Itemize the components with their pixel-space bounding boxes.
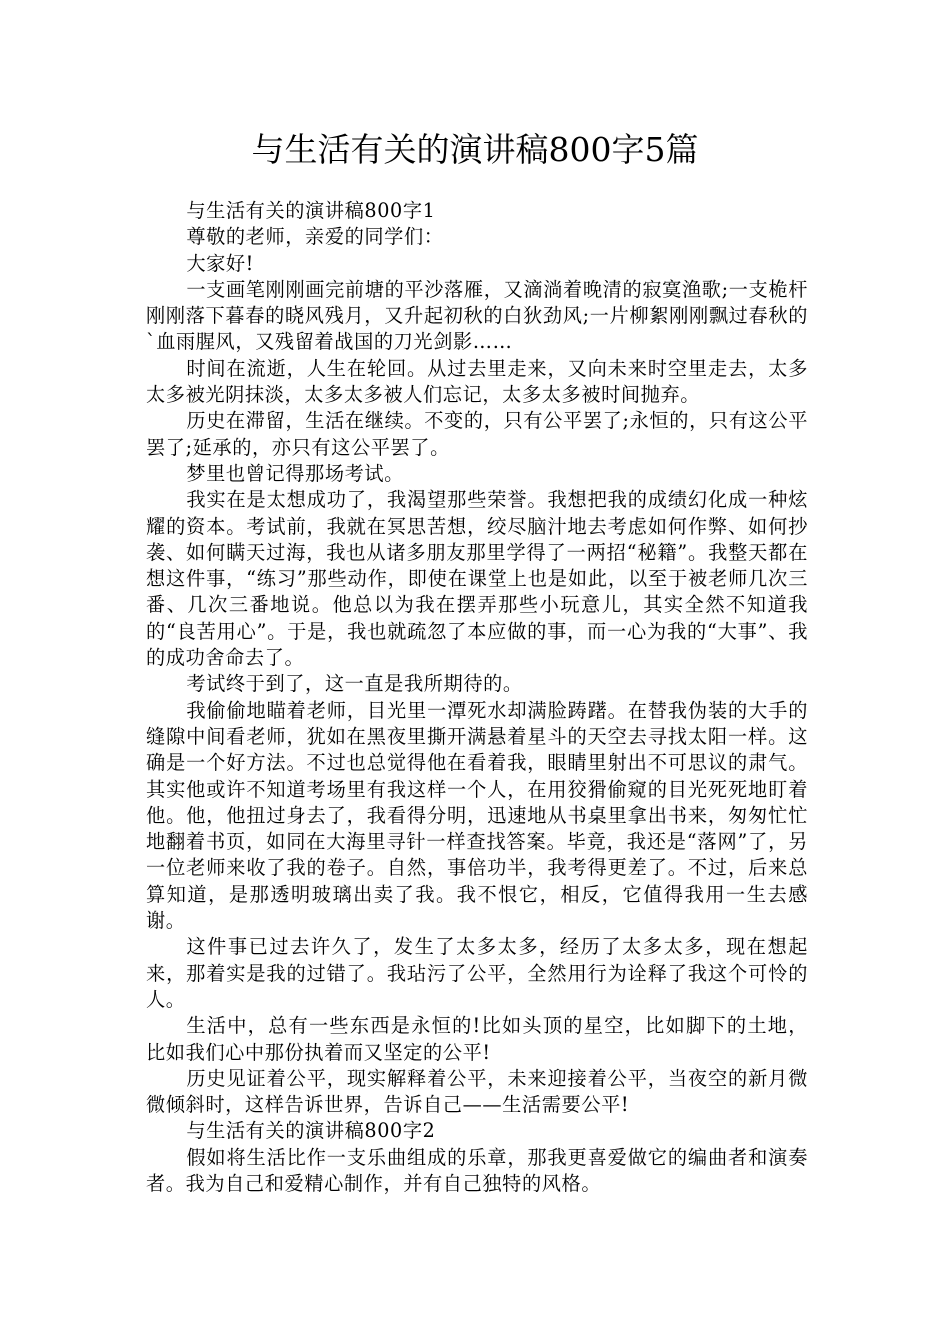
section-heading: 与生活有关的演讲稿800字1 [186,199,436,222]
paragraph: 我实在是太想成功了，我渴望那些荣誉。我想把我的成绩幻化成一种炫耀的资本。考试前，我就在冥思苦想，绞尽脑汁地去考虑如何作弊、如何抄袭、如何瞒天过海，我也从诸多朋友那里学得了一两招“秘籍”。我整天都在想这件事，“练习”那些动作，即使在课堂上也是如此，以至于被老师几次三番、几次三番地说。他总以为我在摆弄那些小玩意儿，其实全然不知道我的“良苦用心”。于是，我也就疏忽了本应做的事，而一心为我的“大事”、我的成功舍命去了。 [146,488,808,670]
greeting: 大家好! [186,251,254,275]
paragraph: 考试终于到了，这一直是我所期待的。 [186,672,523,696]
paragraph: 一支画笔刚刚画完前塘的平沙落雁，又滴淌着晚清的寂寞渔歌;一支桅杆刚刚落下暮春的晓风残月，又升起初秋的白狄劲风;一片柳絮刚刚飘过春秋的`血雨腥风，又残留着战国的刀光剑影…… [146,277,808,354]
section-heading: 与生活有关的演讲稿800字2 [186,1119,436,1143]
paragraph: 梦里也曾记得那场考试。 [186,461,404,485]
paragraph: 我偷偷地瞄着老师，目光里一潭死水却满脸踌躇。在替我伪装的大手的缝隙中间看老师，犹如在黑夜里撕开满悬着星斗的天空去寻找太阳一样。这确是一个好方法。不过也总觉得他在看着我，眼睛里射出不可思议的肃气。其实他或许不知道考场里有我这样一个人，在用狡猾偷窥的目光死死地盯着他。他，他扭过身去了，我看得分明，迅速地从书桌里拿出书来，匆匆忙忙地翻着书页，如同在大海里寻针一样查找答案。毕竟，我还是“落网”了，另一位老师来收了我的卷子。自然，事倍功半，我考得更差了。不过，后来总算知道，是那透明玻璃出卖了我。我不恨它，相反，它值得我用一生去感谢。 [146,698,808,933]
paragraph: 历史见证着公平，现实解释着公平，未来迎接着公平，当夜空的新月微微倾斜时，这样告诉世界，告诉自己——生活需要公平! [146,1066,808,1117]
salutation: 尊敬的老师，亲爱的同学们： [186,225,444,249]
paragraph: 时间在流逝，人生在轮回。从过去里走来，又向未来时空里走去，太多太多被光阴抹淡，太多太多被人们忘记，太多太多被时间抛弃。 [146,356,808,407]
document-title: 与生活有关的演讲稿800字5篇 [251,130,699,169]
paragraph: 这件事已过去许久了，发生了太多太多，经历了太多太多，现在想起来，那着实是我的过错了。我玷污了公平，全然用行为诠释了我这个可怜的人。 [146,935,808,1011]
paragraph: 历史在滞留，生活在继续。不变的，只有公平罢了;永恒的，只有这公平罢了;延承的，亦只有这公平罢了。 [146,409,808,459]
paragraph: 假如将生活比作一支乐曲组成的乐章，那我更喜爱做它的编曲者和演奏者。我为自己和爱精心制作，并有自己独特的风格。 [146,1145,808,1195]
paragraph: 生活中，总有一些东西是永恒的!比如头顶的星空，比如脚下的土地，比如我们心中那份执着而又坚定的公平! [146,1014,808,1064]
document-body [146,198,808,1197]
